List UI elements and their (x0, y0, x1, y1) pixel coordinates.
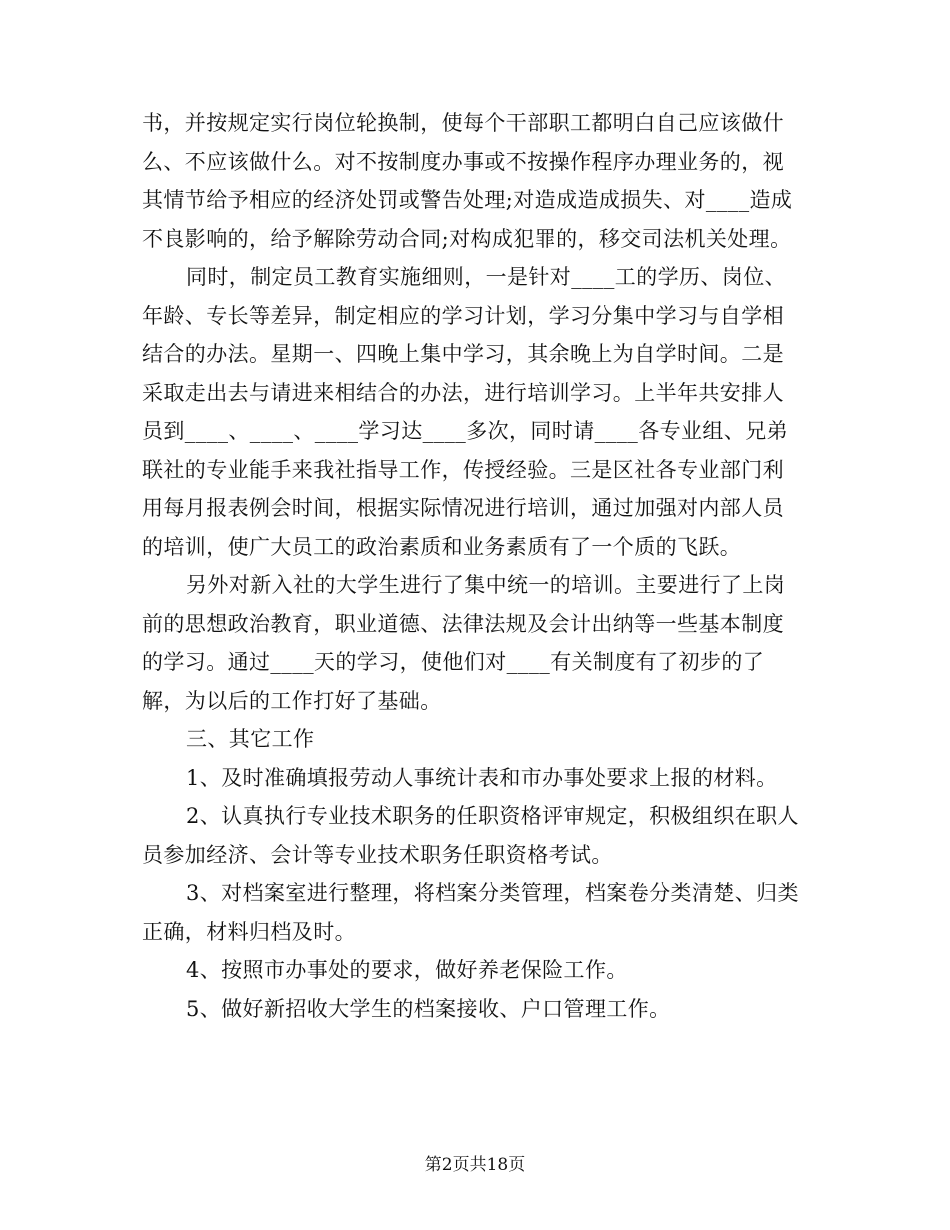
text-line: 的培训，使广大员工的政治素质和业务素质有了一个质的飞跃。 (142, 534, 742, 559)
text-line: 三、其它工作 (186, 727, 315, 751)
text-line: 同时，制定员工教育实施细则，一是针对____工的学历、岗位、 (186, 265, 786, 289)
text-line: 采取走出去与请进来相结合的办法，进行培训学习。上半年共安排人 (142, 380, 784, 405)
page-footer: 第2页共18页 (424, 1155, 526, 1175)
text-line: 年龄、专长等差异，制定相应的学习计划，学习分集中学习与自学相 (142, 303, 784, 328)
text-line: 1、及时准确填报劳动人事统计表和市办事处要求上报的材料。 (186, 765, 778, 790)
text-line: 5、做好新招收大学生的档案接收、户口管理工作。 (186, 996, 671, 1021)
text-line: 另外对新入社的大学生进行了集中统一的培训。主要进行了上岗 (186, 573, 786, 597)
text-line: 其情节给予相应的经济处罚或警告处理;对造成造成损失、对____造成 (142, 188, 793, 212)
text-line: 用每月报表例会时间，根据实际情况进行培训，通过加强对内部人员 (142, 496, 784, 520)
text-line: 的学习。通过____天的学习，使他们对____有关制度有了初步的了 (142, 650, 765, 674)
text-line: 解，为以后的工作打好了基础。 (142, 688, 442, 713)
text-line: 3、对档案室进行整理，将档案分类管理，档案卷分类清楚、归类 (186, 881, 799, 905)
text-line: 员参加经济、会计等专业技术职务任职资格考试。 (142, 842, 613, 867)
text-line: 不良影响的，给予解除劳动合同;对构成犯罪的，移交司法机关处理。 (142, 226, 792, 251)
text-line: 2、认真执行专业技术职务的任职资格评审规定，积极组织在职人 (186, 804, 799, 828)
text-line: 联社的专业能手来我社指导工作，传授经验。三是区社各专业部门利 (142, 457, 784, 482)
text-line: 前的思想政治教育，职业道德、法律法规及会计出纳等一些基本制度 (142, 611, 784, 636)
document-body (142, 104, 808, 1028)
text-line: 么、不应该做什么。对不按制度办事或不按操作程序办理业务的，视 (142, 149, 784, 174)
text-line: 结合的办法。星期一、四晚上集中学习，其余晚上为自学时间。二是 (142, 342, 784, 366)
text-line: 员到____、____、____学习达____多次，同时请____各专业组、兄弟 (142, 419, 788, 443)
text-line: 4、按照市办事处的要求，做好养老保险工作。 (186, 958, 628, 982)
text-line: 书，并按规定实行岗位轮换制，使每个干部职工都明白自己应该做什 (142, 111, 784, 135)
text-line: 正确，材料归档及时。 (142, 919, 356, 944)
